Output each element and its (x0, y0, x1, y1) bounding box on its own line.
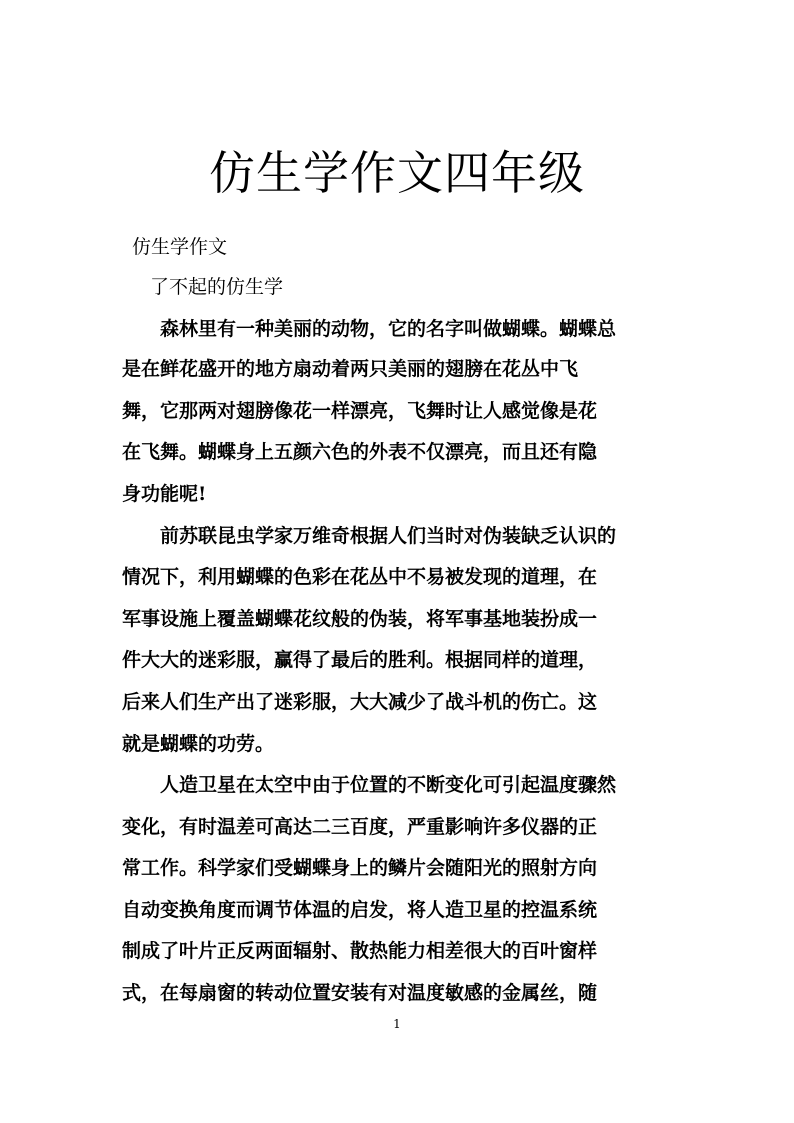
body-line: 森林里有一种美丽的动物，它的名字叫做蝴蝶。蝴蝶总 (122, 318, 617, 340)
document-subtitle: 仿生学作文 (132, 236, 228, 258)
body-line: 式，在每扇窗的转动位置安装有对温度敏感的金属丝，随 (122, 982, 598, 1004)
body-line: 变化，有时温差可高达二三百度，严重影响许多仪器的正 (122, 816, 598, 838)
body-line: 常工作。科学家们受蝴蝶身上的鳞片会随阳光的照射方向 (122, 857, 598, 879)
document-title: 仿生学作文四年级 (209, 146, 585, 200)
body-line: 制成了叶片正反两面辐射、散热能力相差很大的百叶窗样 (122, 940, 598, 962)
body-line: 在飞舞。蝴蝶身上五颜六色的外表不仅漂亮，而且还有隐 (122, 441, 598, 463)
body-line: 情况下，利用蝴蝶的色彩在花丛中不易被发现的道理，在 (122, 566, 598, 588)
body-line: 舞，它那两对翅膀像花一样漂亮，飞舞时让人感觉像是花 (122, 400, 598, 422)
body-line: 件大大的迷彩服，赢得了最后的胜利。根据同样的道理， (122, 649, 598, 671)
section-heading: 了不起的仿生学 (150, 276, 284, 298)
body-line: 前苏联昆虫学家万维奇根据人们当时对伪装缺乏认识的 (122, 525, 617, 547)
body-line: 人造卫星在太空中由于位置的不断变化可引起温度骤然 (122, 774, 617, 796)
page-number: 1 (393, 1017, 401, 1031)
body-line: 后来人们生产出了迷彩服，大大减少了战斗机的伤亡。这 (122, 691, 598, 713)
body-line: 军事设施上覆盖蝴蝶花纹般的伪装，将军事基地装扮成一 (122, 608, 598, 630)
body-line: 自动变换角度而调节体温的启发，将人造卫星的控温系统 (122, 899, 598, 921)
body-line: 是在鲜花盛开的地方扇动着两只美丽的翅膀在花丛中飞 (122, 358, 579, 380)
body-line: 就是蝴蝶的功劳。 (122, 733, 275, 755)
body-line: 身功能呢! (122, 483, 207, 505)
